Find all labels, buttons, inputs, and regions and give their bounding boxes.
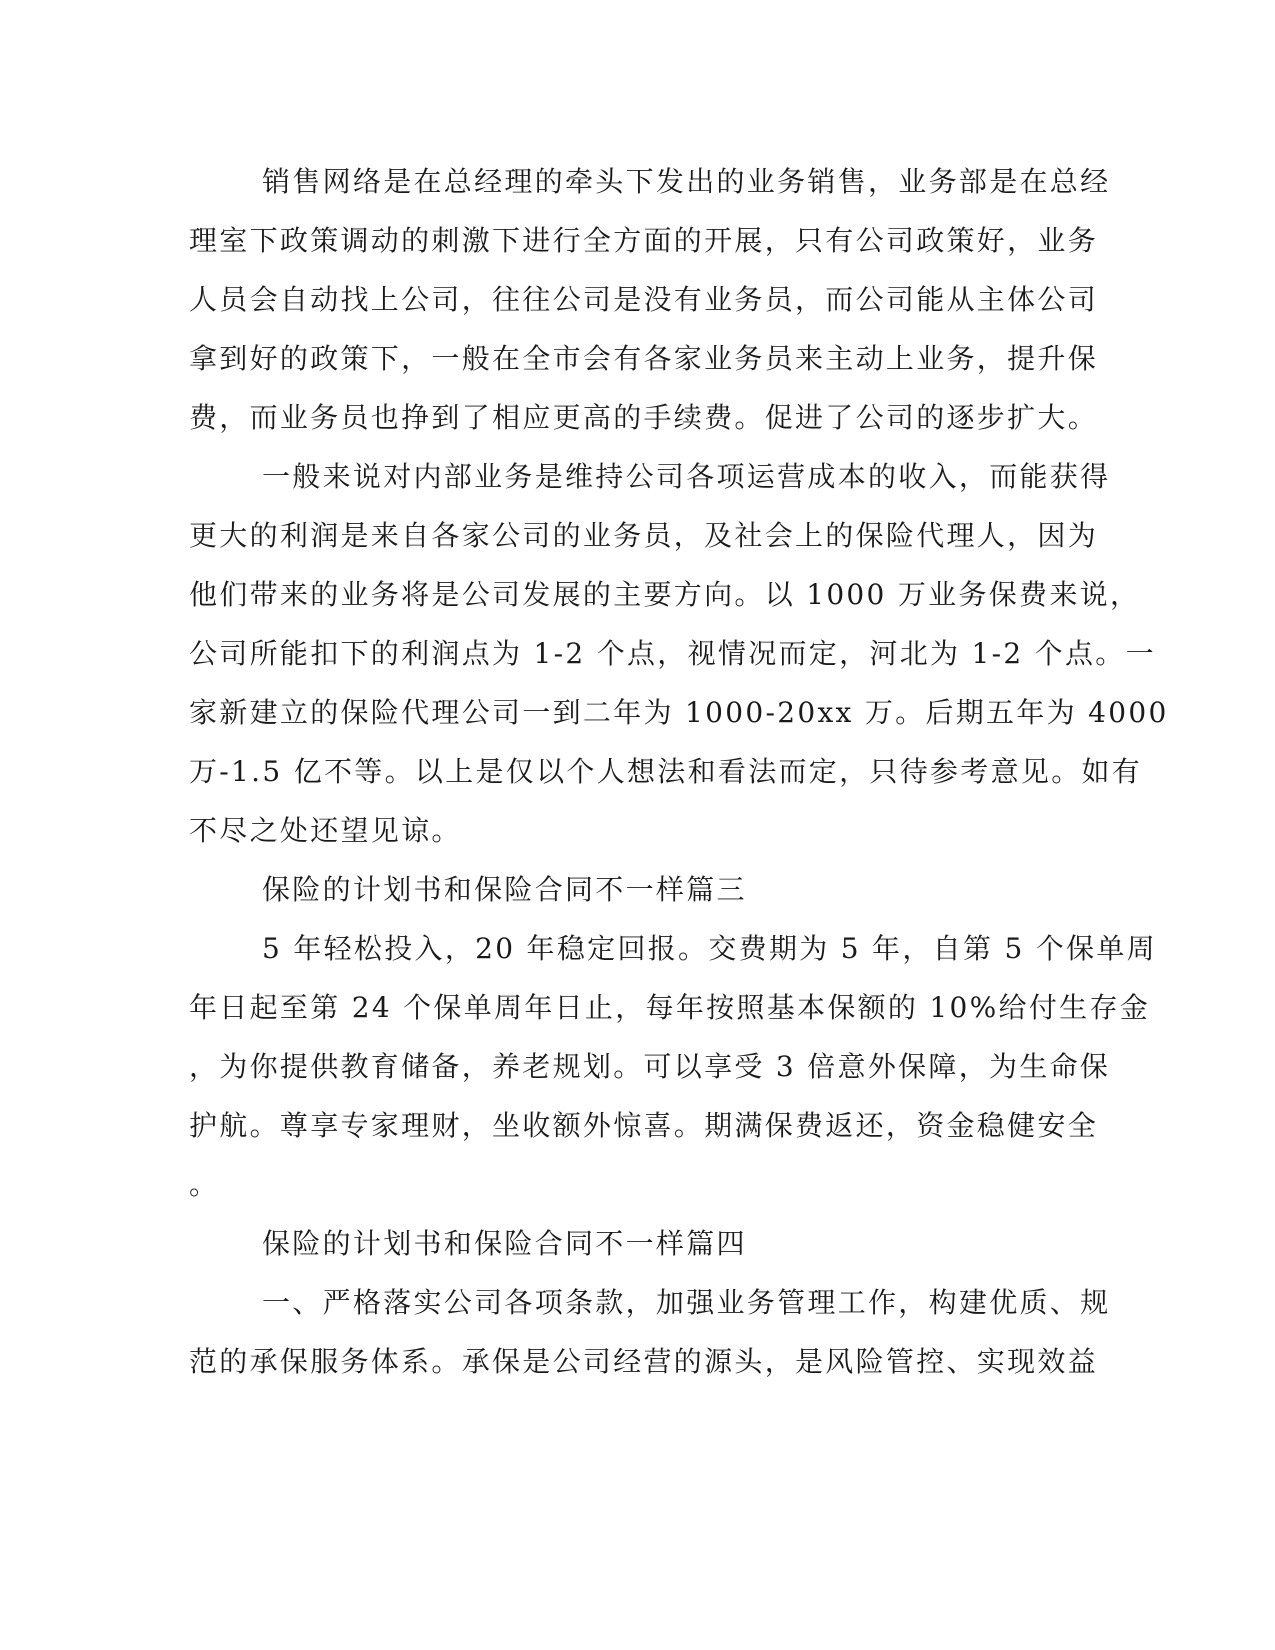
paragraph-2-line-7: 不尽之处还望见谅。: [189, 814, 462, 847]
section-heading-3: 保险的计划书和保险合同不一样篇三: [262, 873, 747, 906]
paragraph-4-line-2: 范的承保服务体系。承保是公司经营的源头，是风险管控、实现效益: [189, 1345, 1099, 1378]
paragraph-1-line-3: 人员会自动找上公司，往往公司是没有业务员，而公司能从主体公司: [189, 283, 1099, 316]
paragraph-3-line-4: 护航。尊享专家理财，坐收额外惊喜。期满保费返还，资金稳健安全: [189, 1109, 1099, 1142]
paragraph-1-line-5: 费，而业务员也挣到了相应更高的手续费。促进了公司的逐步扩大。: [189, 401, 1099, 434]
section-heading-4: 保险的计划书和保险合同不一样篇四: [262, 1227, 747, 1260]
paragraph-1-line-4: 拿到好的政策下，一般在全市会有各家业务员来主动上业务，提升保: [189, 342, 1099, 375]
paragraph-2-line-4: 公司所能扣下的利润点为 1-2 个点，视情况而定，河北为 1-2 个点。一: [189, 637, 1156, 670]
paragraph-2-line-3: 他们带来的业务将是公司发展的主要方向。以 1000 万业务保费来说，: [189, 578, 1141, 611]
paragraph-3-line-1: 5 年轻松投入，20 年稳定回报。交费期为 5 年，自第 5 个保单周: [262, 932, 1157, 965]
paragraph-3-line-5: 。: [189, 1168, 220, 1201]
paragraph-3-line-3: ，为你提供教育储备，养老规划。可以享受 3 倍意外保障，为生命保: [189, 1050, 1111, 1083]
paragraph-1-line-2: 理室下政策调动的刺激下进行全方面的开展，只有公司政策好，业务: [189, 224, 1099, 257]
paragraph-3-line-2: 年日起至第 24 个保单周年日止，每年按照基本保额的 10%给付生存金: [189, 991, 1151, 1024]
paragraph-2-line-5: 家新建立的保险代理公司一到二年为 1000-20xx 万。后期五年为 4000: [189, 696, 1169, 729]
paragraph-2-line-2: 更大的利润是来自各家公司的业务员，及社会上的保险代理人，因为: [189, 519, 1099, 552]
paragraph-1-line-1: 销售网络是在总经理的牵头下发出的业务销售，业务部是在总经: [262, 165, 1111, 198]
paragraph-4-line-1: 一、严格落实公司各项条款，加强业务管理工作，构建优质、规: [262, 1286, 1111, 1319]
paragraph-2-line-6: 万-1.5 亿不等。以上是仅以个人想法和看法而定，只待参考意见。如有: [189, 755, 1143, 788]
paragraph-2-line-1: 一般来说对内部业务是维持公司各项运营成本的收入，而能获得: [262, 460, 1111, 493]
